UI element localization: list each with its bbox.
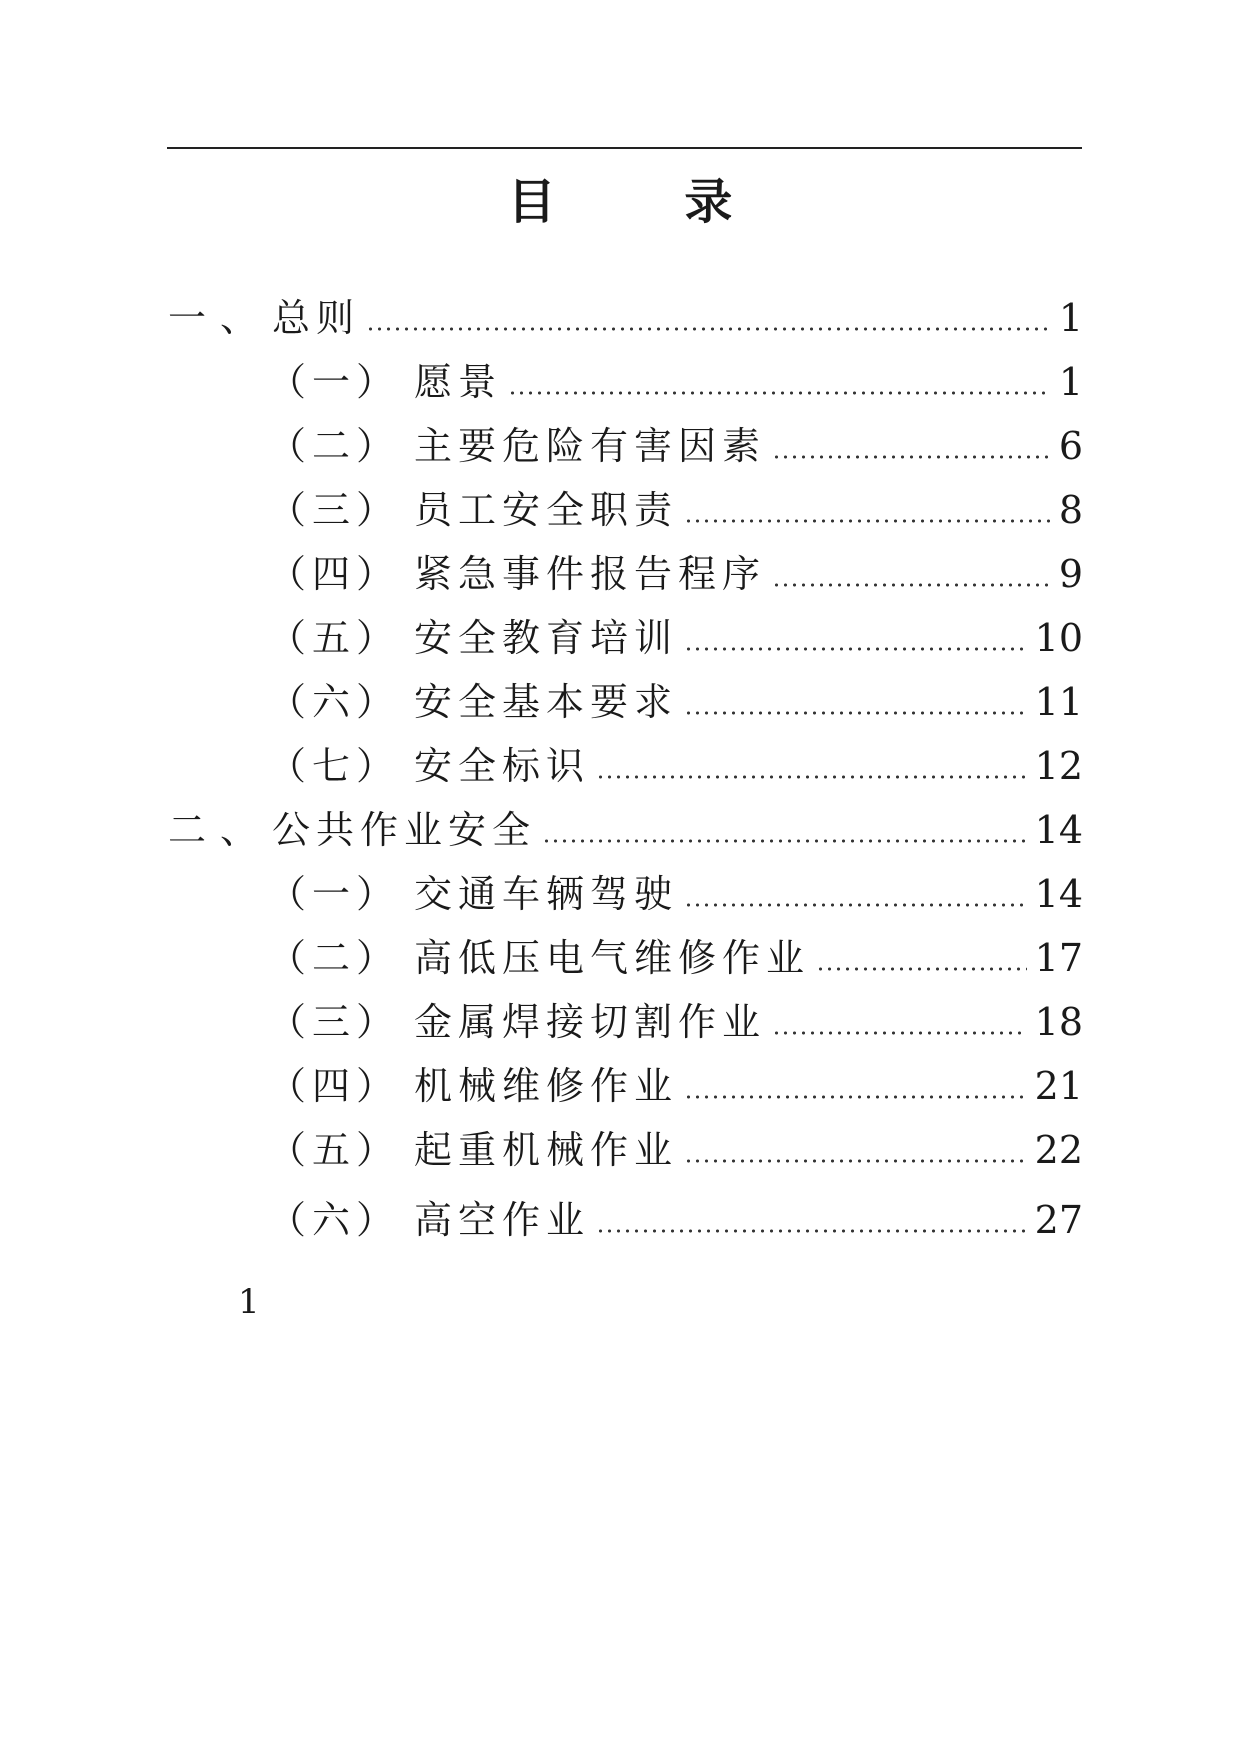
toc-entry-label: 总则 bbox=[272, 296, 361, 340]
toc-entry-page: 1 bbox=[1058, 296, 1083, 340]
toc-entry-number: （四） bbox=[268, 1064, 401, 1108]
toc-entry-label: 主要危险有害因素 bbox=[414, 424, 767, 468]
toc-entry[interactable] bbox=[268, 1124, 1083, 1174]
toc-entry-label: 起重机械作业 bbox=[414, 1128, 679, 1172]
toc-entry-number: （四） bbox=[268, 552, 401, 596]
toc-entry-label: 愿景 bbox=[414, 360, 503, 404]
toc-dot-leader bbox=[772, 1030, 1027, 1036]
toc-entry[interactable] bbox=[268, 932, 1083, 982]
toc-dot-leader bbox=[684, 710, 1027, 716]
toc-entry-page: 11 bbox=[1034, 680, 1083, 724]
toc-entry-page: 10 bbox=[1034, 616, 1083, 660]
toc-entry-page: 6 bbox=[1058, 424, 1083, 468]
toc-entry-page: 8 bbox=[1058, 488, 1083, 532]
toc-entry-label: 高低压电气维修作业 bbox=[414, 936, 811, 980]
toc-entry-label: 金属焊接切割作业 bbox=[414, 1000, 767, 1044]
toc-entry-label: 紧急事件报告程序 bbox=[414, 552, 767, 596]
toc-entry-page: 27 bbox=[1034, 1198, 1083, 1242]
toc-entry-page: 14 bbox=[1034, 872, 1083, 916]
toc-entry[interactable] bbox=[268, 868, 1083, 918]
toc-dot-leader bbox=[684, 1158, 1027, 1164]
toc-entry[interactable] bbox=[268, 548, 1083, 598]
page-title: 目 录 bbox=[507, 174, 789, 230]
toc-dot-leader bbox=[772, 454, 1051, 460]
toc-entry-label: 机械维修作业 bbox=[414, 1064, 679, 1108]
toc-dot-leader bbox=[542, 838, 1027, 844]
toc-entry-number: （一） bbox=[268, 872, 401, 916]
toc-entry-page: 18 bbox=[1034, 1000, 1083, 1044]
toc-entry-label: 员工安全职责 bbox=[414, 488, 679, 532]
toc-entry-label: 安全基本要求 bbox=[414, 680, 679, 724]
toc-entry[interactable] bbox=[268, 676, 1083, 726]
toc-entry[interactable] bbox=[268, 1060, 1083, 1110]
toc-entry[interactable] bbox=[268, 612, 1083, 662]
toc-dot-leader bbox=[684, 902, 1027, 908]
toc-entry[interactable] bbox=[268, 996, 1083, 1046]
toc-entry-page: 1 bbox=[1058, 360, 1083, 404]
toc-entry[interactable] bbox=[168, 804, 1083, 854]
toc-entry-label: 公共作业安全 bbox=[272, 808, 537, 852]
toc-dot-leader bbox=[772, 582, 1051, 588]
toc-entry[interactable] bbox=[268, 356, 1083, 406]
toc-dot-leader bbox=[684, 1094, 1027, 1100]
toc-entry-page: 21 bbox=[1034, 1064, 1083, 1108]
toc-entry-number: （二） bbox=[268, 936, 401, 980]
toc-entry-page: 12 bbox=[1034, 744, 1083, 788]
toc-entry-number: （二） bbox=[268, 424, 401, 468]
toc-entry-number: 一、 bbox=[168, 296, 273, 340]
toc-entry-number: （五） bbox=[268, 1128, 401, 1172]
toc-dot-leader bbox=[816, 966, 1027, 972]
toc-entry[interactable] bbox=[268, 1194, 1083, 1244]
toc-entry-number: （七） bbox=[268, 744, 401, 788]
toc-entry-page: 9 bbox=[1058, 552, 1083, 596]
toc-entry-number: （六） bbox=[268, 680, 401, 724]
toc-entry-page: 22 bbox=[1034, 1128, 1083, 1172]
toc-dot-leader bbox=[366, 326, 1051, 332]
toc-dot-leader bbox=[684, 518, 1051, 524]
toc-entry-label: 安全教育培训 bbox=[414, 616, 679, 660]
toc-entry-number: （六） bbox=[268, 1198, 401, 1242]
toc-entry[interactable] bbox=[268, 740, 1083, 790]
toc-entry-number: 二、 bbox=[168, 808, 273, 852]
toc-entry-label: 安全标识 bbox=[414, 744, 591, 788]
toc-entry[interactable] bbox=[268, 420, 1083, 470]
toc-entry-number: （三） bbox=[268, 488, 401, 532]
toc-entry-number: （五） bbox=[268, 616, 401, 660]
toc-dot-leader bbox=[684, 646, 1027, 652]
header-rule bbox=[167, 147, 1082, 149]
footer-page-number: 1 bbox=[238, 1282, 260, 1322]
toc-entry-number: （一） bbox=[268, 360, 401, 404]
toc-dot-leader bbox=[508, 390, 1051, 396]
toc-entry[interactable] bbox=[268, 484, 1083, 534]
toc-entry-label: 高空作业 bbox=[414, 1198, 591, 1242]
toc-entry[interactable] bbox=[168, 292, 1083, 342]
toc-dot-leader bbox=[596, 1228, 1027, 1234]
toc-entry-number: （三） bbox=[268, 1000, 401, 1044]
toc-entry-label: 交通车辆驾驶 bbox=[414, 872, 679, 916]
toc-dot-leader bbox=[596, 774, 1027, 780]
toc-entry-page: 17 bbox=[1034, 936, 1083, 980]
toc-entry-page: 14 bbox=[1034, 808, 1083, 852]
